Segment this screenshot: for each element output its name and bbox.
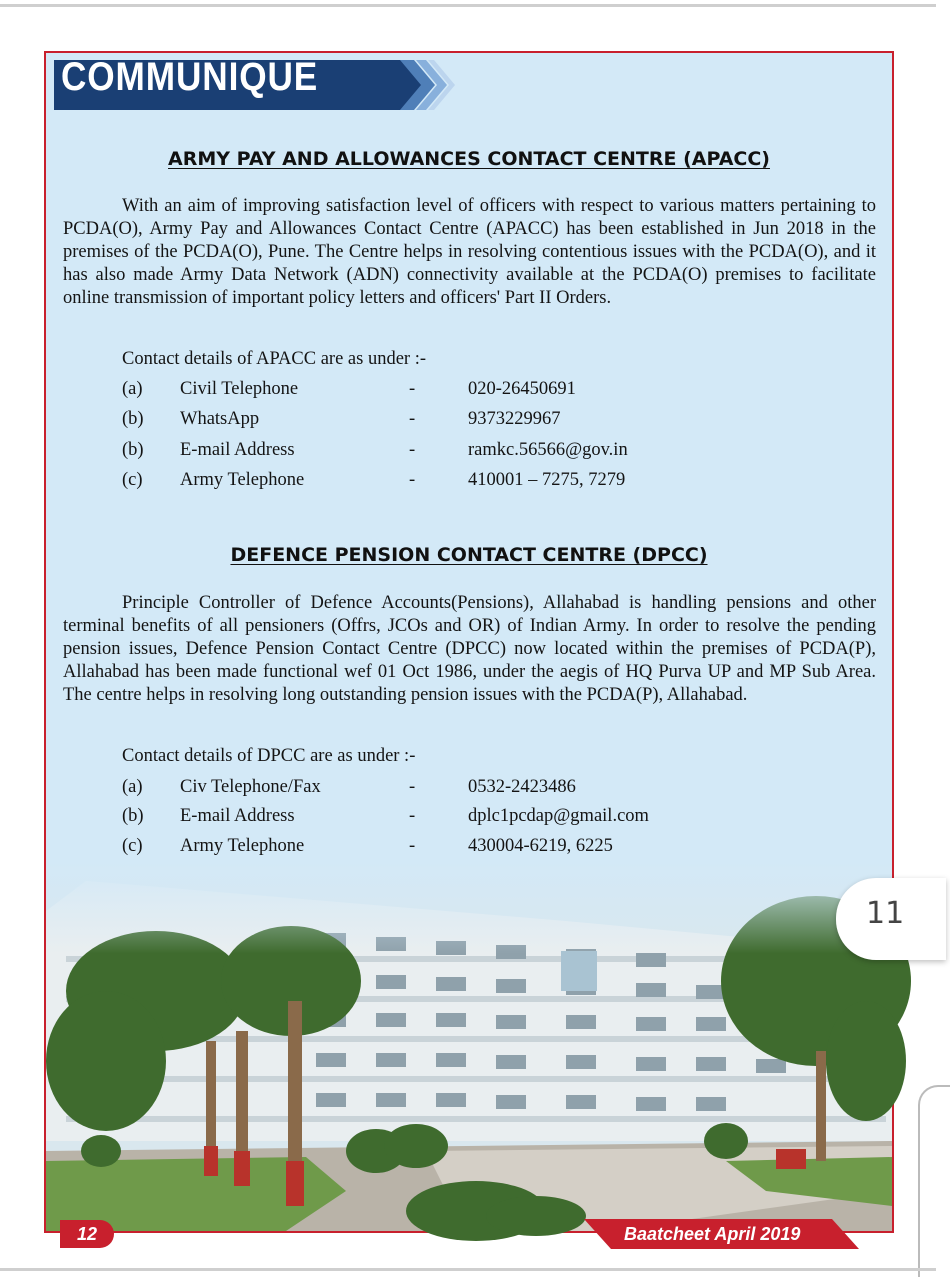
dpcc-heading: DEFENCE PENSION CONTACT CENTRE (DPCC) bbox=[230, 544, 708, 566]
phone-number[interactable]: 0532-2423486 bbox=[468, 777, 576, 797]
email-link[interactable]: dplc1pcdap@gmail.com bbox=[468, 806, 649, 826]
apacc-paragraph: With an aim of improving satisfaction level of officers with respect to various matters pertaining to PCDA(O), Army Pay and Allowances Contact Centre (APACC) has been established in Jun 2018 in the premises of the PCDA(O), Pune. The Centre helps in resolving contentious issues with the PCDA(O), and it has also made Army Data Network (ADN) connectivity available at the PCDA(O) premises to facilitate online transmission of important policy letters and officers' Part II Orders. bbox=[63, 196, 877, 308]
contact-row-army-telephone: (c) Army Telephone - 410001 – 7275, 7279 bbox=[122, 470, 626, 490]
whatsapp-number[interactable]: 9373229967 bbox=[468, 409, 561, 429]
contact-row-whatsapp: (b) WhatsApp - 9373229967 bbox=[122, 409, 561, 429]
phone-number[interactable]: 430004-6219, 6225 bbox=[468, 836, 613, 856]
contact-row-email: (b) E-mail Address - dplc1pcdap@gmail.com bbox=[122, 806, 649, 826]
top-divider bbox=[0, 4, 936, 7]
page-number-badge: 12 bbox=[60, 1220, 114, 1248]
magazine-footer: Baatcheet April 2019 bbox=[624, 1224, 801, 1244]
email-link[interactable]: ramkc.56566@gov.in bbox=[468, 440, 628, 460]
contact-row-civ-telephone-fax: (a) Civ Telephone/Fax - 0532-2423486 bbox=[122, 777, 576, 797]
dpcc-contacts-intro: Contact details of DPCC are as under :- bbox=[122, 746, 416, 766]
viewer-page-number: 11 bbox=[866, 896, 905, 931]
phone-number[interactable]: 410001 – 7275, 7279 bbox=[468, 470, 626, 490]
section-banner-title: COMMUNIQUE bbox=[61, 55, 319, 99]
contact-row-army-telephone: (c) Army Telephone - 430004-6219, 6225 bbox=[122, 836, 613, 856]
apacc-heading: ARMY PAY AND ALLOWANCES CONTACT CENTRE (APACC) bbox=[168, 148, 770, 170]
bottom-divider bbox=[0, 1268, 936, 1271]
phone-number[interactable]: 020-26450691 bbox=[468, 379, 576, 399]
viewer-page-indicator[interactable] bbox=[836, 878, 946, 960]
next-page-edge[interactable] bbox=[918, 1085, 950, 1277]
apacc-contacts-intro: Contact details of APACC are as under :- bbox=[122, 349, 427, 369]
building-photo bbox=[46, 861, 892, 1231]
dpcc-paragraph: Principle Controller of Defence Accounts(Pensions), Allahabad is handling pensions and other terminal benefits of all pensioners (Offrs, JCOs and OR) of Indian Army. In order to resolve the pending pension issues, Defence Pension Contact Centre (DPCC) now located within the premises of PCDA(P), Allahabad has been made functional wef 01 Oct 1986, under the aegis of HQ Purva UP and MP Sub Area. The centre helps in resolving long outstanding pension issues with the PCDA(P), Allahabad. bbox=[63, 593, 876, 705]
contact-row-civil-telephone: (a) Civil Telephone - 020-26450691 bbox=[122, 379, 576, 399]
contact-row-email: (b) E-mail Address - ramkc.56566@gov.in bbox=[122, 440, 628, 460]
